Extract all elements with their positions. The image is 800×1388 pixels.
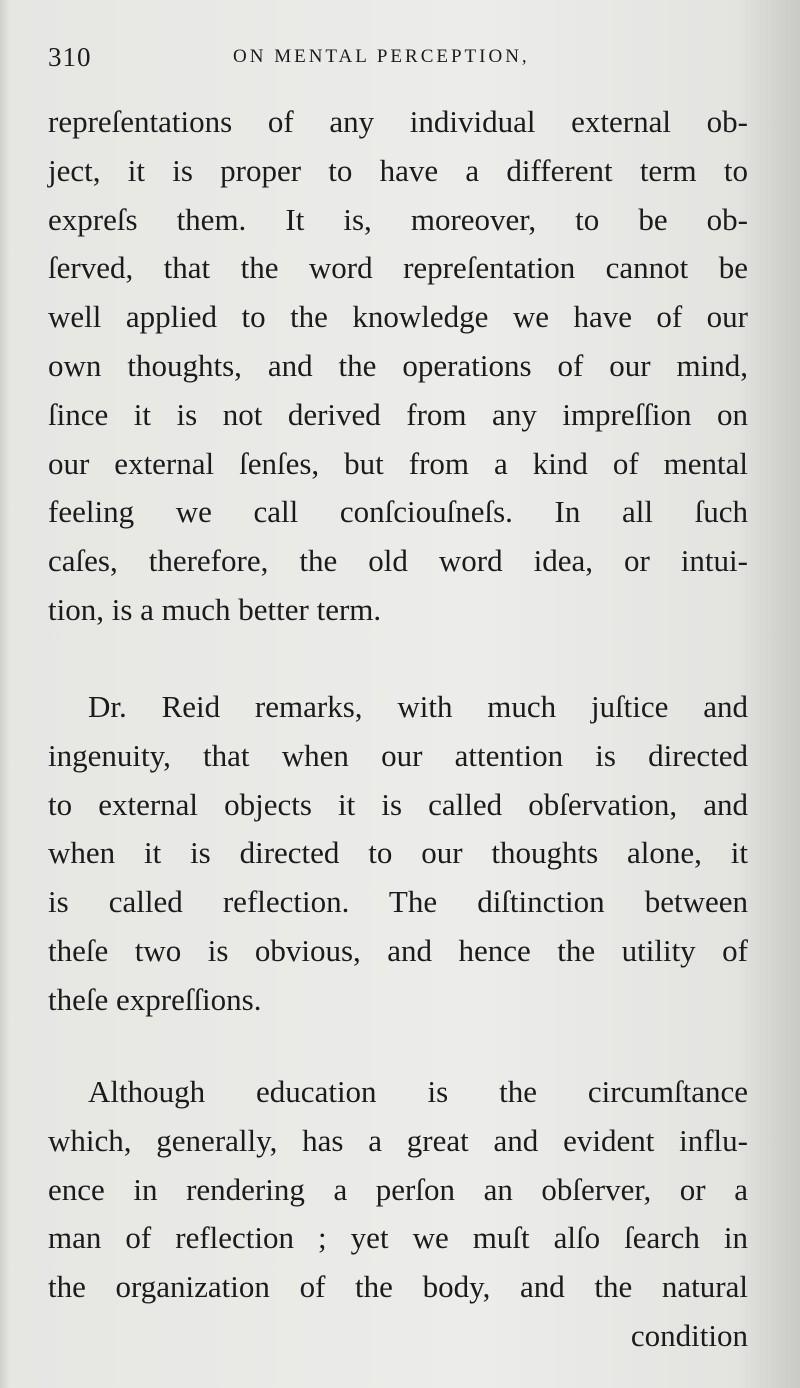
text-line: tion, is a much better term. xyxy=(48,591,382,627)
text-line: ſince it is not derived from any impreſſion on xyxy=(48,396,748,432)
paragraph-3 xyxy=(48,1068,748,1361)
text-line: well applied to the knowledge we have of our xyxy=(48,299,748,335)
text-line: own thoughts, and the operations of our mind, xyxy=(48,347,748,383)
text-line: ject, it is proper to have a different term to xyxy=(48,152,748,188)
paragraph-1 xyxy=(48,98,748,635)
text-line: ingenuity, that when our attention is directed xyxy=(48,737,748,773)
text-line: is called reflection. The diſtinction between xyxy=(48,884,748,920)
text-line: Dr. Reid remarks, with much juſtice and xyxy=(88,689,748,724)
text-line: repreſentations of any individual external ob- xyxy=(48,104,748,139)
text-line: caſes, therefore, the old word idea, or intui- xyxy=(48,543,748,579)
text-line: feeling we call conſciouſneſs. In all ſuch xyxy=(48,494,748,530)
paragraph-2 xyxy=(48,683,748,1025)
page-number: 310 xyxy=(48,42,92,72)
text-line: theſe two is obvious, and hence the utility of xyxy=(48,932,748,968)
text-line: expreſs them. It is, moreover, to be ob- xyxy=(48,201,748,237)
text-line: Although education is the circumſtance xyxy=(88,1074,748,1109)
text-line: to external objects it is called obſervation, and xyxy=(48,786,748,822)
running-head: ON MENTAL PERCEPTION, xyxy=(233,46,530,67)
text-line: the organization of the body, and the natural xyxy=(48,1269,748,1305)
text-line: which, generally, has a great and evident influ- xyxy=(48,1122,748,1158)
text-line: our external ſenſes, but from a kind of mental xyxy=(48,445,748,481)
text-line: theſe expreſſions. xyxy=(48,981,262,1017)
text-line: ence in rendering a perſon an obſerver, or a xyxy=(48,1171,748,1207)
page-header xyxy=(48,38,760,78)
text-line: ſerved, that the word repreſentation cannot be xyxy=(48,250,748,286)
catchword: condition xyxy=(630,1317,748,1353)
text-line: when it is directed to our thoughts alone, it xyxy=(48,835,748,871)
text-line: man of reflection ; yet we muſt alſo ſearch in xyxy=(48,1220,748,1256)
